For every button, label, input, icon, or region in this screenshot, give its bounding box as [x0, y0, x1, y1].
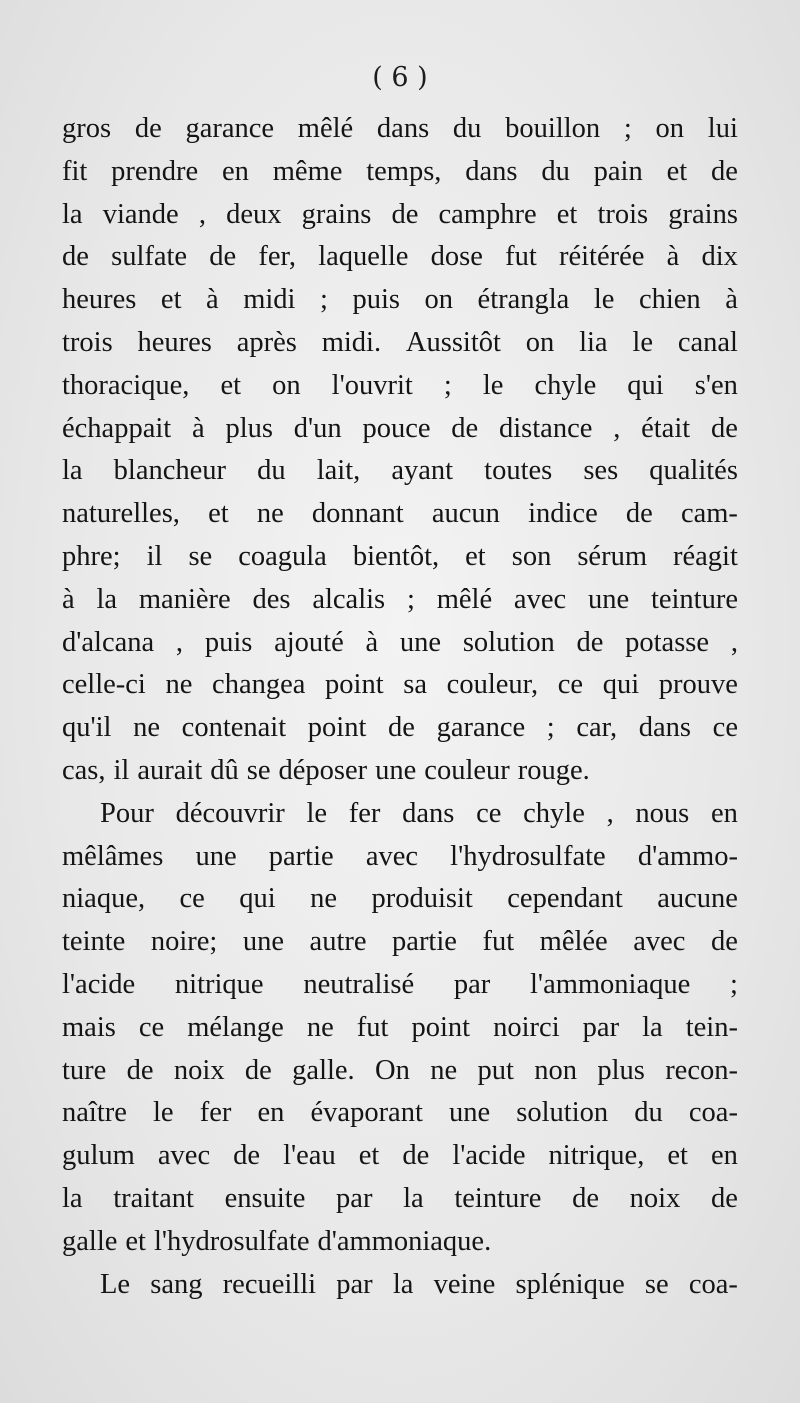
word: du: [257, 455, 286, 487]
word: chyle: [534, 369, 597, 401]
word: et: [358, 1140, 380, 1172]
word: potasse: [625, 626, 710, 658]
word: la: [62, 455, 83, 487]
word: couleur,: [446, 669, 539, 701]
word: la: [62, 1182, 83, 1214]
word: d'alcana: [62, 626, 155, 658]
word: puis: [204, 626, 253, 658]
page-number: ( 6 ): [372, 62, 428, 93]
word: teinte: [62, 926, 126, 958]
word: put: [477, 1054, 514, 1086]
word: ;: [546, 712, 555, 744]
word: bientôt,: [352, 540, 440, 572]
word: puis: [352, 284, 400, 316]
word: viande: [102, 198, 179, 230]
word: de: [126, 1054, 154, 1086]
word: une: [399, 626, 442, 658]
word: ce: [179, 883, 205, 915]
word: ,: [730, 626, 738, 658]
word: de: [576, 626, 604, 658]
word: qui: [602, 669, 640, 701]
word: de: [134, 113, 162, 144]
word: par: [582, 1011, 620, 1043]
word: lait,: [316, 455, 361, 487]
word: car,: [576, 712, 618, 744]
word: à: [206, 284, 219, 316]
word: et: [160, 284, 182, 316]
word: fut: [482, 926, 515, 958]
word: prendre: [111, 155, 199, 187]
word: lui: [707, 113, 738, 144]
text-line: [62, 921, 738, 964]
word: et: [666, 155, 688, 187]
word: avec: [365, 840, 419, 872]
word: ne: [306, 1011, 334, 1043]
word: dose: [430, 241, 483, 273]
word: à: [191, 412, 205, 444]
word: ;: [623, 113, 632, 144]
text-line: [62, 279, 738, 322]
word: solution: [516, 1097, 609, 1129]
word: aucun: [431, 498, 500, 530]
word: du: [634, 1097, 663, 1129]
text-line: [62, 151, 738, 194]
word: avec: [513, 583, 567, 615]
word: traitant: [113, 1182, 194, 1214]
word: midi.: [321, 326, 382, 358]
word: grains: [301, 198, 372, 230]
word: noire;: [150, 926, 218, 958]
word: partie: [392, 926, 457, 958]
word: aucune: [657, 883, 738, 915]
word: celle-ci: [62, 669, 146, 701]
word: midi: [243, 284, 296, 316]
word: blancheur: [113, 455, 227, 487]
word: coa-: [688, 1097, 738, 1129]
word: Aussitôt: [405, 326, 501, 358]
word: nitrique: [174, 968, 264, 1000]
word: sulfate: [111, 241, 188, 273]
word: l'hydrosulfate: [450, 840, 606, 872]
word: prouve: [658, 669, 738, 701]
word: réagit: [673, 540, 738, 572]
word: se: [644, 1268, 669, 1300]
word: la: [96, 583, 118, 615]
word: teinture: [650, 583, 738, 615]
text-line: [62, 707, 738, 750]
word: ;: [443, 369, 452, 401]
word: et: [220, 369, 242, 401]
word: On: [375, 1054, 410, 1086]
word: fut: [505, 241, 537, 273]
word: bouillon: [505, 113, 601, 144]
word: qualités: [649, 455, 738, 487]
word: pain: [593, 155, 643, 187]
word: fer: [348, 797, 381, 829]
word: et: [465, 540, 486, 572]
word: mêlée: [539, 926, 608, 958]
word: splénique: [515, 1268, 625, 1300]
word: de: [391, 198, 419, 230]
word: manière: [138, 583, 231, 615]
word: toutes: [484, 455, 553, 487]
word: cas,: [62, 754, 106, 786]
word: se: [188, 540, 213, 572]
word: le: [153, 1097, 174, 1129]
word: noix: [629, 1182, 681, 1214]
word: pouce: [362, 412, 431, 444]
word: fer,: [258, 241, 297, 273]
word: ses: [583, 455, 619, 487]
text-line: [62, 964, 738, 1007]
word: cam-: [680, 498, 738, 530]
body-text: [62, 108, 738, 1306]
word: noirci: [493, 1011, 560, 1043]
word: camphre: [438, 198, 537, 230]
text-line: [62, 1007, 738, 1050]
word: contenait: [181, 712, 287, 744]
word: de: [710, 412, 738, 444]
word: chien: [638, 284, 701, 316]
word: ,: [606, 797, 614, 829]
word: ayant: [391, 455, 454, 487]
word: découvrir: [175, 797, 285, 829]
word: fit: [62, 155, 88, 187]
word: de: [233, 1140, 261, 1172]
word: une: [449, 1097, 491, 1129]
word: ,: [613, 412, 621, 444]
word: du: [452, 113, 482, 144]
word: ce: [712, 712, 738, 744]
word: Pour: [100, 797, 154, 829]
word: non: [534, 1054, 577, 1086]
word: on: [525, 326, 555, 358]
word: ajouté: [274, 626, 344, 658]
word: après: [236, 326, 297, 358]
word: produisit: [371, 883, 473, 915]
text-line: [62, 1092, 738, 1135]
word: dans: [402, 797, 455, 829]
text-line: [62, 365, 738, 408]
word: se: [246, 754, 271, 786]
word: à: [365, 626, 379, 658]
word: recon-: [665, 1054, 738, 1086]
word: il: [113, 754, 130, 786]
text-line: [62, 622, 738, 665]
word: ne: [133, 712, 161, 744]
word: étrangla: [477, 284, 570, 316]
word: en: [711, 1140, 738, 1172]
word: partie: [268, 840, 334, 872]
text-line: [62, 450, 738, 493]
text-line: [62, 1221, 738, 1264]
word: et: [667, 1140, 688, 1172]
word: l'ammoniaque: [530, 968, 691, 1000]
word: on: [424, 284, 454, 316]
word: grains: [668, 198, 738, 230]
word: ce: [476, 797, 502, 829]
word: à: [725, 284, 738, 316]
word: ne: [310, 883, 338, 915]
word: de: [209, 241, 237, 273]
word: le: [632, 326, 653, 358]
word: Le: [100, 1268, 131, 1300]
word: avec: [157, 1140, 211, 1172]
word: ;: [320, 284, 328, 316]
word: mêlé: [297, 113, 354, 144]
word: gulum: [62, 1140, 135, 1172]
word: la: [642, 1011, 663, 1043]
word: son: [511, 540, 552, 572]
word: le: [593, 284, 615, 316]
word: échappait: [62, 412, 172, 444]
word: d'ammo-: [637, 840, 738, 872]
word: de: [710, 155, 738, 187]
word: ce: [557, 669, 584, 701]
word: il: [146, 540, 163, 572]
word: tein-: [685, 1011, 738, 1043]
word: neutralisé: [303, 968, 415, 1000]
word: la: [392, 1268, 414, 1300]
word: trois: [62, 326, 113, 358]
word: avec: [633, 926, 686, 958]
word: heures: [137, 326, 212, 358]
word: d'ammoniaque.: [317, 1225, 492, 1257]
word: dans: [465, 155, 518, 187]
word: du: [541, 155, 570, 187]
word: mélange: [187, 1011, 284, 1043]
word: heures: [62, 284, 137, 316]
word: nitrique,: [548, 1140, 645, 1172]
word: une: [375, 754, 417, 786]
word: naître: [62, 1097, 127, 1129]
word: trois: [597, 198, 649, 230]
word: sang: [150, 1268, 203, 1300]
word: mais: [62, 1011, 116, 1043]
word: aurait: [137, 754, 203, 786]
word: mêlâmes: [62, 840, 164, 872]
word: garance: [436, 712, 526, 744]
word: plus: [225, 412, 273, 444]
word: fer: [199, 1097, 232, 1129]
word: point: [325, 669, 384, 701]
word: alcalis: [312, 583, 386, 615]
word: et: [208, 498, 229, 530]
word: autre: [309, 926, 367, 958]
word: ,: [175, 626, 184, 658]
word: par: [336, 1268, 373, 1300]
word: nous: [635, 797, 690, 829]
word: le: [306, 797, 328, 829]
word: une: [587, 583, 630, 615]
word: de: [572, 1182, 599, 1214]
word: déposer: [278, 754, 368, 786]
word: on: [272, 369, 301, 401]
text-line: [62, 1050, 738, 1093]
word: plus: [597, 1054, 645, 1086]
word: de: [62, 241, 89, 273]
word: l'ouvrit: [331, 369, 413, 401]
word: même: [272, 155, 343, 187]
word: ;: [406, 583, 415, 615]
word: galle.: [292, 1054, 355, 1086]
word: changea: [212, 669, 306, 701]
word: recueilli: [222, 1268, 317, 1300]
word: évaporant: [310, 1097, 423, 1129]
word: une: [242, 926, 285, 958]
word: des: [252, 583, 291, 615]
word: sa: [403, 669, 428, 701]
word: une: [195, 840, 237, 872]
word: la: [403, 1182, 424, 1214]
text-line: [62, 236, 738, 279]
word: qu'il: [62, 712, 112, 744]
word: l'acide: [452, 1140, 526, 1172]
word: teinture: [454, 1182, 542, 1214]
word: coa-: [688, 1268, 738, 1300]
word: d'un: [293, 412, 342, 444]
word: le: [482, 369, 504, 401]
word: thoracique,: [62, 369, 190, 401]
text-line: [62, 194, 738, 237]
word: en: [222, 155, 249, 187]
word: l'hydrosulfate: [153, 1225, 310, 1257]
word: dû: [210, 754, 239, 786]
word: veine: [433, 1268, 496, 1300]
word: ture: [62, 1054, 107, 1086]
word: indice: [528, 498, 598, 530]
word: par: [453, 968, 491, 1000]
word: en: [257, 1097, 285, 1129]
word: ce: [138, 1011, 165, 1043]
word: s'en: [694, 369, 738, 401]
word: ne: [430, 1054, 458, 1086]
word: coagula: [238, 540, 327, 572]
word: mêlé: [436, 583, 493, 615]
word: temps,: [366, 155, 442, 187]
word: rouge.: [517, 754, 590, 786]
text-line: [62, 1264, 738, 1307]
word: réitérée: [558, 241, 645, 273]
word: on: [655, 113, 685, 144]
word: sérum: [577, 540, 647, 572]
word: par: [336, 1182, 373, 1214]
word: ensuite: [224, 1182, 306, 1214]
text-line: [62, 1178, 738, 1221]
word: qui: [239, 883, 276, 915]
word: niaque,: [62, 883, 146, 915]
text-line: [62, 408, 738, 451]
word: laquelle: [318, 241, 409, 273]
word: dans: [376, 113, 430, 144]
word: point: [307, 712, 367, 744]
text-line: [62, 878, 738, 921]
word: galle: [62, 1225, 118, 1257]
word: naturelles,: [62, 498, 180, 530]
word: donnant: [311, 498, 404, 530]
word: gros: [62, 113, 112, 144]
word: distance: [499, 412, 593, 444]
word: dix: [701, 241, 738, 273]
word: ne: [256, 498, 284, 530]
text-line: [62, 664, 738, 707]
word: garance: [185, 113, 275, 144]
word: en: [710, 797, 738, 829]
word: qui: [627, 369, 664, 401]
word: à: [666, 241, 680, 273]
word: solution: [462, 626, 555, 658]
word: de: [711, 1182, 738, 1214]
word: noix: [173, 1054, 225, 1086]
text-line: [62, 836, 738, 879]
word: de: [388, 712, 415, 744]
word: de: [244, 1054, 272, 1086]
word: deux: [226, 198, 282, 230]
word: cependant: [507, 883, 623, 915]
word: de: [625, 498, 653, 530]
word: et: [125, 1225, 146, 1257]
text-line: [62, 536, 738, 579]
word: ,: [198, 198, 206, 230]
word: dans: [638, 712, 692, 744]
text-line: [62, 750, 738, 793]
text-line: [62, 1135, 738, 1178]
word: fut: [356, 1011, 389, 1043]
word: canal: [677, 326, 738, 358]
word: la: [62, 198, 83, 230]
word: ne: [165, 669, 193, 701]
text-line: [62, 493, 738, 536]
word: à: [62, 583, 75, 615]
word: phre;: [62, 540, 121, 572]
text-line: [62, 108, 738, 151]
word: ;: [730, 968, 738, 1000]
word: l'acide: [62, 968, 136, 1000]
word: et: [556, 198, 578, 230]
word: couleur: [424, 754, 510, 786]
word: de: [710, 926, 738, 958]
word: était: [641, 412, 691, 444]
text-line: [62, 793, 738, 836]
text-line: [62, 579, 738, 622]
word: lia: [579, 326, 608, 358]
word: de: [451, 412, 479, 444]
word: de: [402, 1140, 430, 1172]
word: point: [411, 1011, 471, 1043]
word: l'eau: [283, 1140, 336, 1172]
text-line: [62, 322, 738, 365]
word: chyle: [523, 797, 585, 829]
